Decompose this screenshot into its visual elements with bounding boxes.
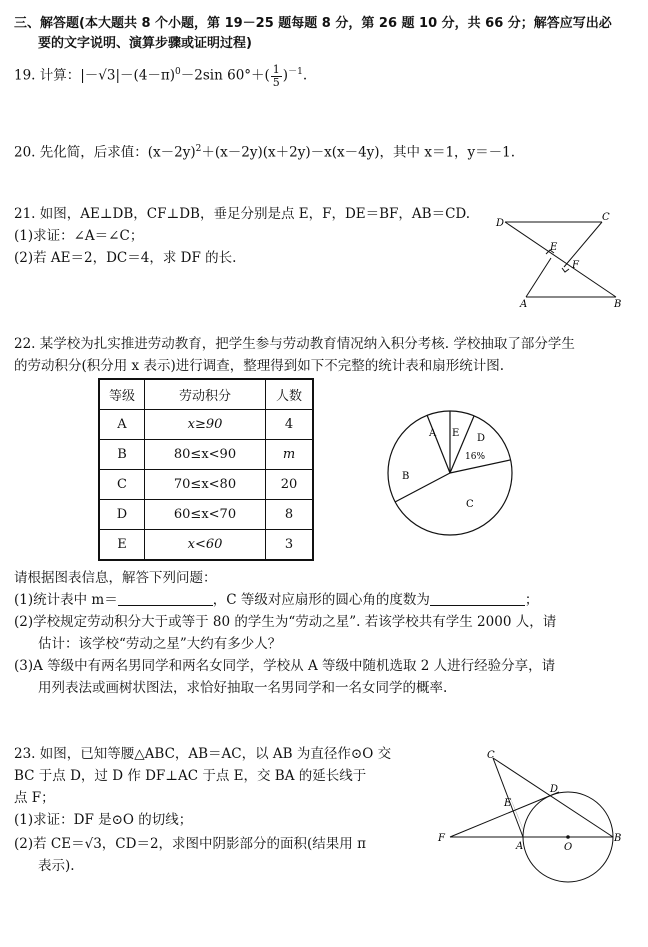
label-C: C bbox=[602, 212, 610, 223]
score-table bbox=[98, 378, 314, 561]
pie-label-B: B bbox=[402, 471, 410, 482]
figure-21 bbox=[490, 206, 630, 310]
question-22-part3b: 用列表法或画树状图法，求恰好抽取一名男同学和一名女同学的概率. bbox=[38, 680, 448, 696]
table-header bbox=[99, 379, 313, 410]
table-cell: m bbox=[266, 440, 314, 470]
table-cell: 4 bbox=[266, 410, 314, 440]
table-cell: B bbox=[99, 440, 145, 470]
answer-blank bbox=[118, 591, 213, 606]
header-cell: 等级 bbox=[99, 379, 145, 410]
question-23-stem2: BC 于点 D，过 D 作 DF⊥AC 于点 E，交 BA 的延长线于 bbox=[14, 768, 367, 784]
question-22-part2a: (2)学校规定劳动积分大于或等于 80 的学生为“劳动之星”. 若该学校共有学生 2000 人，请 bbox=[14, 614, 557, 630]
question-21-stem: 21. 如图，AE⊥DB，CF⊥DB，垂足分别是点 E，F，DE＝BF，AB＝CD. bbox=[14, 206, 471, 222]
label-O: O bbox=[564, 842, 573, 853]
question-20: 20. 先化简，后求值：$(x-2y)^2+(x-2y)(x+2y)-x(x-4y)$，其中 x＝1，y＝－1. bbox=[14, 144, 516, 161]
table-row bbox=[99, 440, 313, 470]
table-cell: 3 bbox=[266, 530, 314, 561]
question-19: 19. 计算：$|-√3|-(4-\pi)^0-2\sin$ 60°＋( $\frac{1}{5}$ )$^{-1}$. bbox=[14, 62, 308, 89]
question-22-part1: (1)统计表中 m＝ ，C 等级对应扇形的圆心角的度数为 ； bbox=[14, 592, 539, 608]
section-title-line1: 三、解答题(本大题共 8 个小题，第 19－25 题每题 8 分，第 26 题 10 分，共 66 分；解答应写出必 bbox=[14, 16, 612, 31]
center-dot bbox=[566, 835, 570, 839]
question-22-intro: 请根据图表信息，解答下列问题： bbox=[14, 570, 217, 586]
label-E: E bbox=[550, 242, 558, 253]
table-row bbox=[99, 530, 313, 561]
question-22-part3a: (3)A 等级中有两名男同学和两名女同学，学校从 A 等级中随机选取 2 人进行经验分享，请 bbox=[14, 658, 556, 674]
header-cell: 人数 bbox=[266, 379, 314, 410]
question-22-part2b: 估计：该学校“劳动之星”大约有多少人？ bbox=[38, 636, 282, 652]
pie-label-E: E bbox=[452, 428, 460, 439]
question-23-part2a: (2)若 CE＝√3，CD＝2，求图中阴影部分的面积(结果用 π bbox=[14, 836, 366, 852]
table-cell: x<60 bbox=[145, 530, 266, 561]
question-23-part1: (1)求证：DF 是⊙O 的切线； bbox=[14, 812, 193, 828]
pie-label-D: D bbox=[477, 433, 486, 444]
table-cell: 70≤x<80 bbox=[145, 470, 266, 500]
table-cell: 8 bbox=[266, 500, 314, 530]
pie-chart bbox=[385, 408, 515, 538]
table-cell: 20 bbox=[266, 470, 314, 500]
label-A: A bbox=[520, 299, 528, 310]
label-D: D bbox=[550, 784, 559, 795]
table-cell: C bbox=[99, 470, 145, 500]
table-cell: 80≤x<90 bbox=[145, 440, 266, 470]
table-cell: x≥90 bbox=[145, 410, 266, 440]
label-A: A bbox=[516, 841, 524, 852]
question-23-part2b: 表示). bbox=[38, 858, 75, 874]
question-21-part1: (1)求证：∠A＝∠C； bbox=[14, 228, 144, 244]
table-cell: A bbox=[99, 410, 145, 440]
label-C: C bbox=[487, 750, 495, 761]
table-cell: 60≤x<70 bbox=[145, 500, 266, 530]
fraction: $\frac{1}{5}$ bbox=[272, 62, 280, 89]
table-row bbox=[99, 410, 313, 440]
table-cell: E bbox=[99, 530, 145, 561]
table-row bbox=[99, 470, 313, 500]
section-title-line2: 要的文字说明、演算步骤或证明过程) bbox=[38, 36, 252, 51]
question-22-stem2: 的劳动积分(积分用 x 表示)进行调查，整理得到如下不完整的统计表和扇形统计图. bbox=[14, 358, 505, 374]
answer-blank bbox=[430, 591, 525, 606]
question-21-part2: (2)若 AE＝2，DC＝4，求 DF 的长. bbox=[14, 250, 237, 266]
header-cell: 劳动积分 bbox=[145, 379, 266, 410]
pie-label-C: C bbox=[466, 499, 474, 510]
label-F: F bbox=[572, 260, 579, 271]
label-F: F bbox=[438, 833, 445, 844]
pie-label-A: A bbox=[429, 428, 437, 439]
label-B: B bbox=[614, 833, 622, 844]
table-cell: D bbox=[99, 500, 145, 530]
pie-label-d-percent: 16% bbox=[465, 452, 486, 462]
label-D: D bbox=[496, 218, 505, 229]
question-23-stem1: 23. 如图，已知等腰△ABC，AB＝AC，以 AB 为直径作⊙O 交 bbox=[14, 746, 392, 762]
label-B: B bbox=[614, 299, 622, 310]
question-22-stem1: 22. 某学校为扎实推进劳动教育，把学生参与劳动教育情况纳入积分考核. 学校抽取了部分学生 bbox=[14, 336, 575, 352]
table-row bbox=[99, 500, 313, 530]
question-23-stem3: 点 F； bbox=[14, 790, 55, 806]
figure-23 bbox=[430, 746, 630, 886]
label-E: E bbox=[504, 798, 512, 809]
